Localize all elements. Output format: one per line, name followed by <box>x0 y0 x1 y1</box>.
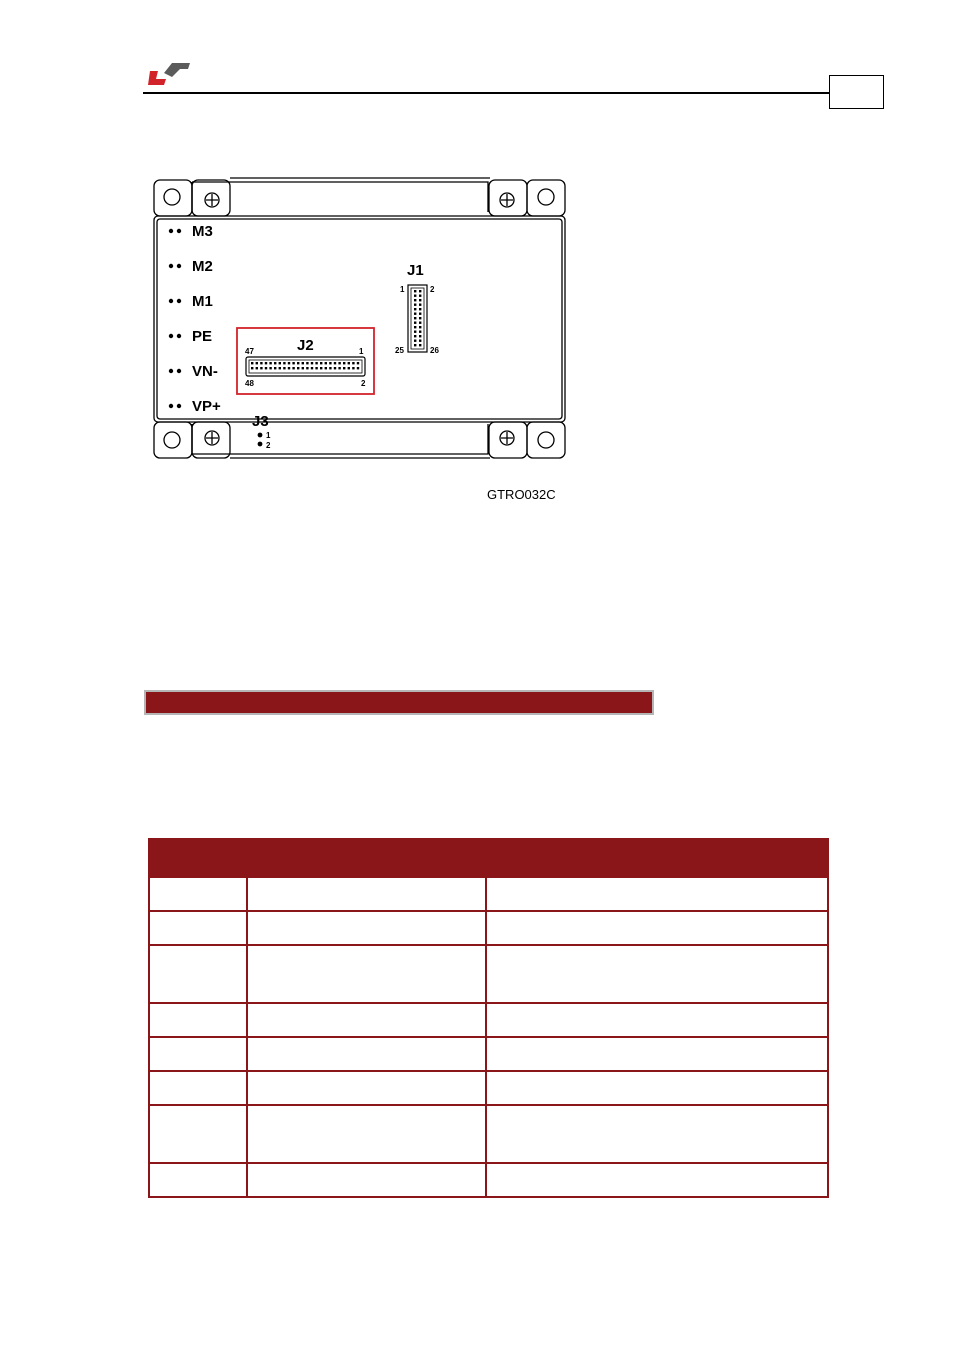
j3-pin-2: 2 <box>266 441 271 450</box>
j1-pin-mark <box>414 344 416 346</box>
j2-pin-48: 48 <box>245 379 254 388</box>
table-row <box>149 1037 828 1071</box>
terminal-label-m2: M2 <box>192 258 213 275</box>
table-cell <box>247 1037 486 1071</box>
j2-pin-mark <box>256 367 258 369</box>
j2-pin-mark <box>357 362 359 364</box>
j1-pin-mark <box>414 331 416 333</box>
j2-pin-mark <box>334 362 336 364</box>
table-cell <box>149 1071 247 1105</box>
table-header-cell <box>247 839 486 877</box>
table-row <box>149 1163 828 1197</box>
j2-pin-mark <box>306 362 308 364</box>
j2-pin-mark <box>320 367 322 369</box>
table-cell <box>149 1105 247 1163</box>
table-row <box>149 945 828 1003</box>
j2-pin-mark <box>325 367 327 369</box>
table-row <box>149 1105 828 1163</box>
j1-pin-mark <box>419 308 421 310</box>
j2-pin-mark <box>352 362 354 364</box>
table-row <box>149 1071 828 1105</box>
table-header-cell <box>149 839 247 877</box>
table-row <box>149 1003 828 1037</box>
j1-pin-mark <box>419 313 421 315</box>
drive-outline-figure <box>148 172 573 468</box>
table-cell <box>149 911 247 945</box>
j2-pin-mark <box>302 362 304 364</box>
terminal-label-vp: VP+ <box>192 398 221 415</box>
j1-pin-mark <box>419 326 421 328</box>
j2-pin-mark <box>329 362 331 364</box>
j3-label: J3 <box>252 413 269 430</box>
table-cell <box>486 1037 828 1071</box>
j2-pin-mark <box>315 362 317 364</box>
j2-pin-mark <box>251 362 253 364</box>
table-cell <box>149 877 247 911</box>
j2-pin-mark <box>292 367 294 369</box>
j1-pin-mark <box>414 290 416 292</box>
j1-pin-mark <box>414 335 416 337</box>
j1-pin-mark <box>419 331 421 333</box>
j2-pin-mark <box>311 367 313 369</box>
table-cell <box>149 1037 247 1071</box>
j2-pin-mark <box>260 362 262 364</box>
table-cell <box>486 1163 828 1197</box>
table-header-row <box>149 839 828 877</box>
table-cell <box>247 877 486 911</box>
j1-pin-25: 25 <box>395 346 404 355</box>
j1-pin-mark <box>419 322 421 324</box>
j2-pin-mark <box>315 367 317 369</box>
j2-pin-mark <box>288 367 290 369</box>
j2-pin-mark <box>297 367 299 369</box>
company-logo-icon <box>146 57 192 89</box>
table-header-cell <box>486 839 828 877</box>
j2-pin-mark <box>329 367 331 369</box>
j1-pin-mark <box>419 335 421 337</box>
table-cell <box>247 1105 486 1163</box>
j2-pin-mark <box>292 362 294 364</box>
j2-pin-mark <box>265 367 267 369</box>
table-cell <box>247 1003 486 1037</box>
j1-pin-mark <box>414 313 416 315</box>
j2-pin-mark <box>348 362 350 364</box>
j2-pin-mark <box>274 362 276 364</box>
j1-pin-mark <box>414 340 416 342</box>
table-cell <box>149 1163 247 1197</box>
j1-pin-1: 1 <box>400 285 405 294</box>
table-cell <box>486 945 828 1003</box>
table-cell <box>486 911 828 945</box>
j2-pin-mark <box>348 367 350 369</box>
j2-pin-mark <box>325 362 327 364</box>
table-cell <box>247 945 486 1003</box>
j3-pin-1: 1 <box>266 431 271 440</box>
j2-pin-mark <box>302 367 304 369</box>
table-row <box>149 911 828 945</box>
j2-pin-mark <box>279 367 281 369</box>
j1-pin-mark <box>419 295 421 297</box>
j1-pin-mark <box>419 290 421 292</box>
page-number-box <box>829 75 884 109</box>
j1-pin-mark <box>414 317 416 319</box>
j1-pin-mark <box>419 340 421 342</box>
j1-pin-mark <box>414 326 416 328</box>
terminal-label-vn: VN- <box>192 363 218 380</box>
table-cell <box>486 877 828 911</box>
j1-pin-mark <box>414 322 416 324</box>
terminal-label-m1: M1 <box>192 293 213 310</box>
j2-pin-mark <box>320 362 322 364</box>
j2-pin-mark <box>265 362 267 364</box>
j2-pin-mark <box>297 362 299 364</box>
j2-pin-47: 47 <box>245 347 254 356</box>
j1-pin-mark <box>419 299 421 301</box>
j2-pin-mark <box>343 367 345 369</box>
header-rule <box>143 92 829 94</box>
table-cell <box>149 1003 247 1037</box>
j2-pin-mark <box>288 362 290 364</box>
terminal-label-pe: PE <box>192 328 213 345</box>
pinout-table <box>148 838 829 1198</box>
j1-pin-mark <box>414 304 416 306</box>
table-cell <box>149 945 247 1003</box>
j2-pin-mark <box>334 367 336 369</box>
j2-pin-mark <box>269 367 271 369</box>
j2-pin-mark <box>343 362 345 364</box>
j1-pin-2: 2 <box>430 285 435 294</box>
j2-pin-mark <box>279 362 281 364</box>
j1-pin-mark <box>414 299 416 301</box>
j2-pin-mark <box>311 362 313 364</box>
j1-pin-mark <box>414 295 416 297</box>
j2-pin-mark <box>283 367 285 369</box>
figure-caption: GTRO032C <box>487 487 556 502</box>
table-cell <box>247 1163 486 1197</box>
terminal-label-m3: M3 <box>192 223 213 240</box>
table-cell <box>247 911 486 945</box>
j2-pin-mark <box>251 367 253 369</box>
j1-pin-mark <box>419 344 421 346</box>
j2-pin-mark <box>352 367 354 369</box>
j2-pin-1: 1 <box>359 347 364 356</box>
j2-pin-mark <box>269 362 271 364</box>
j2-pin-mark <box>256 362 258 364</box>
table-cell <box>486 1105 828 1163</box>
j2-pin-mark <box>260 367 262 369</box>
table-cell <box>486 1071 828 1105</box>
j1-pin-mark <box>419 317 421 319</box>
j2-label: J2 <box>297 337 314 354</box>
j1-pin-26: 26 <box>430 346 439 355</box>
j2-pin-mark <box>338 367 340 369</box>
table-row <box>149 877 828 911</box>
j2-pin-mark <box>283 362 285 364</box>
j2-pin-2: 2 <box>361 379 366 388</box>
j2-pin-mark <box>338 362 340 364</box>
j1-pin-mark <box>419 304 421 306</box>
table-cell <box>247 1071 486 1105</box>
j2-pin-mark <box>274 367 276 369</box>
j2-pin-mark <box>306 367 308 369</box>
j2-pin-mark <box>357 367 359 369</box>
section-heading-bar <box>144 690 654 715</box>
j1-label: J1 <box>407 262 424 279</box>
j1-pin-mark <box>414 308 416 310</box>
table-cell <box>486 1003 828 1037</box>
